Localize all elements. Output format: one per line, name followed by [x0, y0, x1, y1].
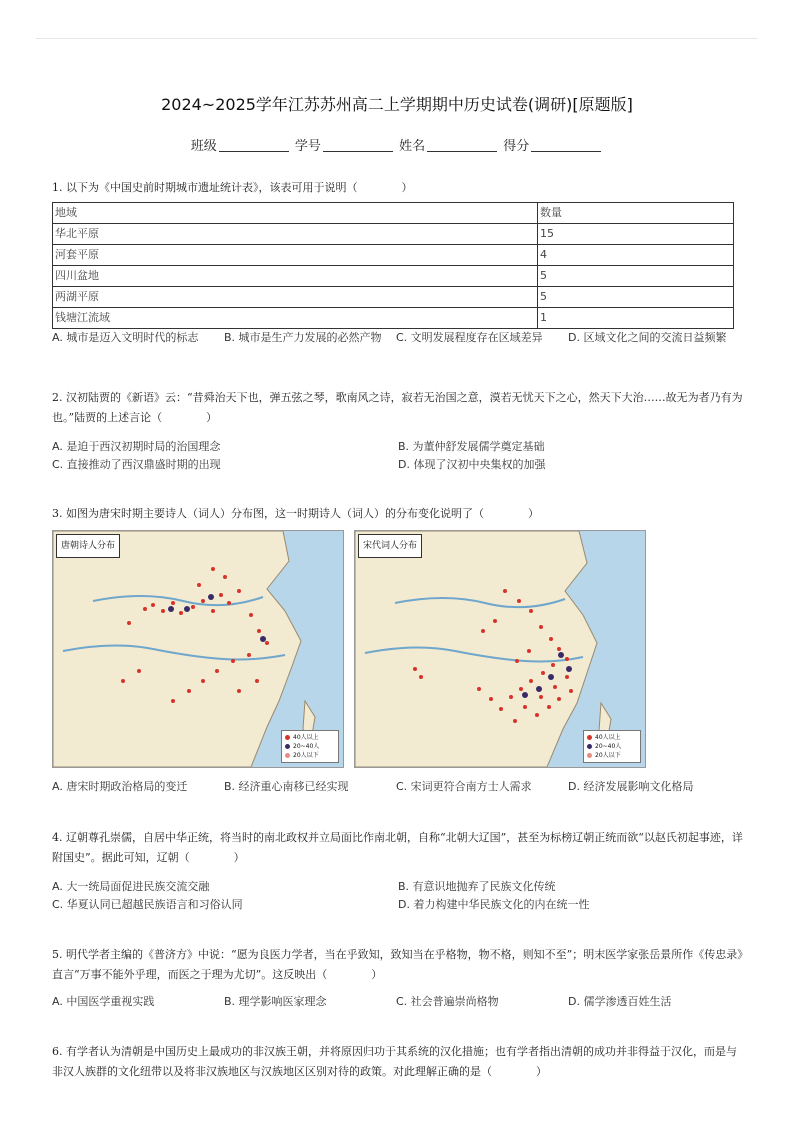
option-b[interactable]: B. 有意识地抛弃了民族文化传统 [398, 880, 556, 893]
question-3 [52, 504, 744, 796]
student-info-line [0, 135, 794, 154]
table-header-row [53, 203, 734, 224]
option-b[interactable]: B. 为董仲舒发展儒学奠定基础 [398, 440, 545, 453]
table-cell: 华北平原 [53, 224, 538, 245]
options [52, 778, 744, 796]
song-map-legend [583, 730, 641, 763]
option-d[interactable]: D. 区域文化之间的交流日益频繁 [568, 331, 727, 344]
options [52, 329, 744, 347]
legend-label: 40人以上 [293, 734, 319, 741]
table-header-cell: 地域 [53, 203, 538, 224]
table-header-cell: 数量 [538, 203, 734, 224]
question-1 [52, 178, 744, 347]
table-cell: 5 [538, 287, 734, 308]
question-4 [52, 828, 744, 914]
option-d[interactable]: D. 体现了汉初中央集权的加强 [398, 458, 546, 471]
option-a[interactable]: A. 大一统局面促进民族交流交融 [52, 880, 210, 893]
options [52, 878, 744, 914]
map-pair [52, 530, 744, 768]
song-map-label: 宋代词人分布 [358, 534, 422, 558]
legend-medium-icon [587, 744, 592, 749]
table-cell: 四川盆地 [53, 266, 538, 287]
options [52, 438, 744, 474]
table-cell: 河套平原 [53, 245, 538, 266]
table-cell: 1 [538, 308, 734, 329]
table-cell: 15 [538, 224, 734, 245]
question-5 [52, 945, 744, 1011]
exam-title: 2024~2025学年江苏苏州高二上学期期中历史试卷(调研)[原题版] [161, 95, 633, 114]
option-a[interactable]: A. 是迫于西汉初期时局的治国理念 [52, 440, 221, 453]
question-2 [52, 388, 744, 474]
options [52, 993, 744, 1011]
legend-item [587, 742, 637, 751]
legend-item [285, 751, 335, 760]
field-label-class: 班级 [190, 139, 217, 154]
option-a[interactable]: A. 唐宋时期政治格局的变迁 [52, 780, 188, 793]
option-b[interactable]: B. 城市是生产力发展的必然产物 [224, 331, 382, 344]
table-cell: 5 [538, 266, 734, 287]
table-row [53, 308, 734, 329]
table-cell: 钱塘江流域 [53, 308, 538, 329]
option-c[interactable]: C. 社会普遍崇尚格物 [396, 995, 499, 1008]
option-c[interactable]: C. 直接推动了西汉鼎盛时期的出现 [52, 458, 221, 471]
field-label-id: 学号 [294, 139, 321, 154]
table-cell: 4 [538, 245, 734, 266]
table-row [53, 287, 734, 308]
legend-item [285, 733, 335, 742]
legend-item [285, 742, 335, 751]
option-a[interactable]: A. 城市是迈入文明时代的标志 [52, 331, 199, 344]
question-stem: 5. 明代学者主编的《普济方》中说：“愿为良医力学者，当在乎致知，致知当在乎格物，物不格，则知不至”；明末医学家张岳景所作《传忠录》直言“万事不能外乎理，而医之于理为尤切”。这反映出（ ） [52, 948, 743, 981]
tang-poet-map [52, 530, 344, 768]
question-stem: 4. 辽朝尊孔崇儒，自居中华正统，将当时的南北政权并立局面比作南北朝，自称“北朝大辽国”，甚至为标榜辽朝正统而欲“以赵氏初起事迹，详附国史”。据此可知，辽朝（ ） [52, 831, 743, 864]
option-a[interactable]: A. 中国医学重视实践 [52, 995, 155, 1008]
legend-small-icon [587, 753, 592, 758]
question-stem: 1. 以下为《中国史前时期城市遗址统计表》，该表可用于说明（ ） [52, 181, 413, 194]
legend-large-icon [285, 735, 290, 740]
question-stem: 2. 汉初陆贾的《新语》云：“昔舜治天下也，弹五弦之琴，歌南风之诗，寂若无治国之意，漠若无忧天下之心，然天下大治……故无为者乃有为也。”陆贾的上述言论（ ） [52, 391, 743, 424]
table-row [53, 245, 734, 266]
question-stem: 6. 有学者认为清朝是中国历史上最成功的非汉族王朝，并将原因归功于其系统的汉化措施；也有学者指出清朝的成功并非得益于汉化，而是与非汉人族群的文化纽带以及将非汉族地区与汉族地区区别对待的政策。对此理解正确的是（ ） [52, 1045, 737, 1078]
question-stem: 3. 如图为唐宋时期主要诗人（词人）分布图，这一时期诗人（词人）的分布变化说明了（ ） [52, 507, 539, 520]
option-d[interactable]: D. 儒学渗透百姓生活 [568, 995, 672, 1008]
table-row [53, 224, 734, 245]
legend-label: 40人以上 [595, 734, 621, 741]
field-blank-score[interactable] [531, 139, 601, 152]
option-c[interactable]: C. 宋词更符合南方士人需求 [396, 780, 532, 793]
field-blank-name[interactable] [427, 139, 497, 152]
table-cell: 两湖平原 [53, 287, 538, 308]
legend-large-icon [587, 735, 592, 740]
song-ci-map [354, 530, 646, 768]
legend-item [587, 751, 637, 760]
tang-map-legend [281, 730, 339, 763]
field-blank-id[interactable] [323, 139, 393, 152]
tang-map-label: 唐朝诗人分布 [56, 534, 120, 558]
field-label-name: 姓名 [399, 139, 426, 154]
field-label-score: 得分 [503, 139, 530, 154]
option-d[interactable]: D. 着力构建中华民族文化的内在统一性 [398, 898, 590, 911]
option-c[interactable]: C. 文明发展程度存在区域差异 [396, 331, 543, 344]
option-b[interactable]: B. 理学影响医家理念 [224, 995, 327, 1008]
question-6 [52, 1042, 744, 1082]
option-c[interactable]: C. 华夏认同已超越民族语言和习俗认同 [52, 898, 243, 911]
table-row [53, 266, 734, 287]
legend-label: 20~40人 [293, 743, 320, 750]
option-b[interactable]: B. 经济重心南移已经实现 [224, 780, 349, 793]
header-divider [36, 38, 758, 39]
option-d[interactable]: D. 经济发展影响文化格局 [568, 780, 694, 793]
legend-label: 20人以下 [595, 752, 621, 759]
legend-item [587, 733, 637, 742]
legend-medium-icon [285, 744, 290, 749]
city-site-table [52, 202, 734, 329]
legend-small-icon [285, 753, 290, 758]
field-blank-class[interactable] [219, 139, 289, 152]
legend-label: 20人以下 [293, 752, 319, 759]
legend-label: 20~40人 [595, 743, 622, 750]
